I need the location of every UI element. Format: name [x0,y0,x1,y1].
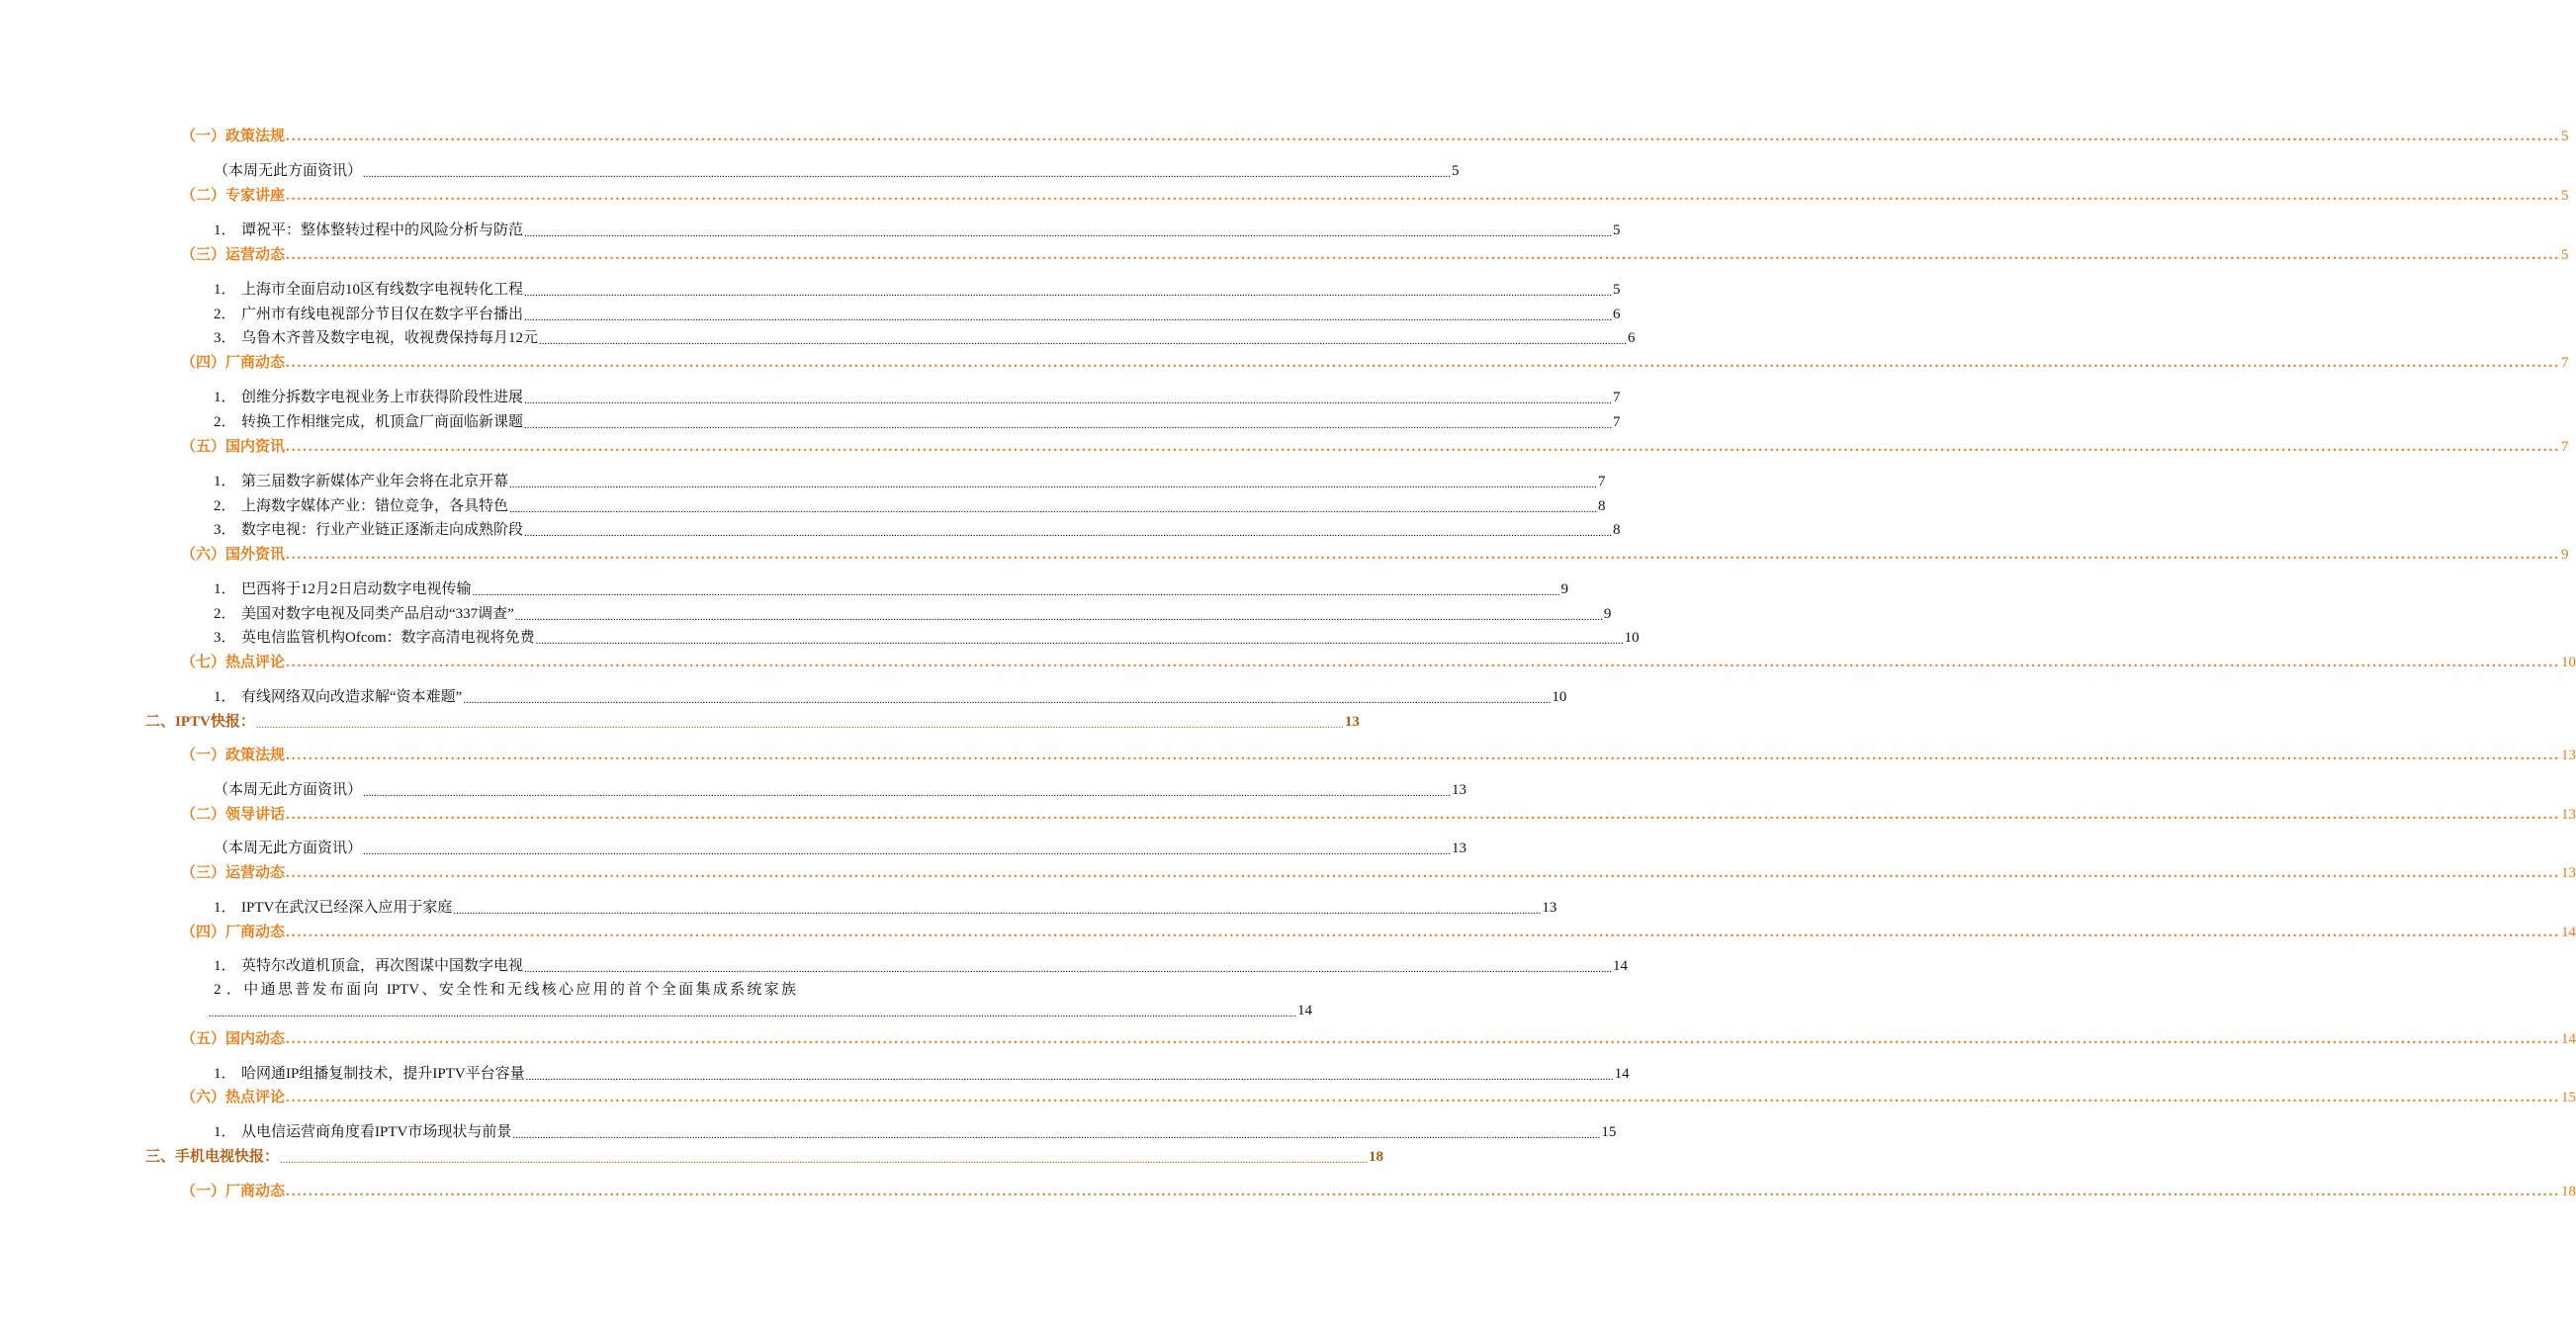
toc-entry-title: 1． 英特尔改道机顶盒，再次图谋中国数字电视 [214,954,523,975]
toc-entry[interactable] [214,685,1567,706]
toc-entry-title: 2． 转换工作相继完成，机顶盒厂商面临新课题 [214,410,523,431]
toc-entry-page: 15 [1601,1124,1617,1140]
toc-entry-title: 1． 巴西将于12月2日启动数字电视传输 [214,577,472,598]
toc-leader: ................................................................................................................................................................................................................................................................................................................................................................................................................ [286,1090,2561,1106]
toc-entry-title: 3． 英电信监管机构Ofcom：数字高清电视将免费 [214,626,535,647]
toc-leader: ................................................................................................................................................................................................................................................................................................................................................................................................................ [524,419,1613,431]
toc-leader: ................................................................................................................................................................................................................................................................................................................................................................................................................ [524,311,1613,323]
toc-entry-title: （三）运营动态 [181,247,286,263]
toc-entry[interactable] [181,1086,2576,1107]
toc-entry-page: 6 [1613,307,1621,322]
toc-entry[interactable] [214,954,1629,975]
toc-entry[interactable] [181,744,2576,764]
toc-entry[interactable] [181,1027,2576,1048]
toc-leader: ................................................................................................................................................................................................................................................................................................................................................................................................................ [514,611,1603,623]
toc-entry-number: 1． [214,581,236,597]
toc-entry-page: 18 [1369,1149,1384,1165]
toc-entry-number: 1． [214,900,236,916]
toc-leader: ................................................................................................................................................................................................................................................................................................................................................................................................................ [525,1071,1614,1083]
toc-entry-title: （五）国内动态 [181,1031,286,1047]
toc-entry[interactable] [181,1180,2576,1200]
toc-leader: ................................................................................................................................................................................................................................................................................................................................................................................................................ [286,129,2561,144]
toc-entry[interactable] [214,837,1467,857]
toc-entry-page: 13 [2561,865,2576,881]
toc-entry-title: 3． 乌鲁木齐普及数字电视，收视费保持每月12元 [214,326,538,347]
toc-entry-number: 2． [214,498,236,514]
toc-entry-title: 1． 谭祝平：整体整转过程中的风险分析与防范 [214,219,523,239]
toc-entry-title: 1． 哈网通IP组播复制技术，提升IPTV平台容量 [214,1062,525,1083]
toc-leader: ................................................................................................................................................................................................................................................................................................................................................................................................................ [363,845,1452,857]
toc-entry[interactable] [145,710,1360,731]
toc-entry-number: 2． [214,606,236,622]
toc-entry-page: 14 [2561,1031,2576,1047]
toc-entry-page: 5 [1613,282,1621,298]
toc-entry-continuation[interactable] [209,1003,1312,1019]
toc-leader: ................................................................................................................................................................................................................................................................................................................................................................................................................ [286,925,2561,940]
toc-entry[interactable] [181,184,2569,205]
toc-entry-number: 1． [214,1124,236,1140]
toc-entry-page: 9 [1603,606,1612,622]
toc-leader: ................................................................................................................................................................................................................................................................................................................................................................................................................ [286,655,2561,670]
toc-entry[interactable] [214,494,1606,515]
toc-entry-title: 1． 上海市全面启动10区有线数字电视转化工程 [214,278,523,299]
toc-entry-page: 13 [1452,782,1467,798]
toc-leader: ................................................................................................................................................................................................................................................................................................................................................................................................................ [363,168,1452,180]
toc-entry-title: （本周无此方面资讯） [214,841,363,856]
toc-entry-number: 1． [214,689,236,705]
toc-entry-page: 18 [2561,1184,2576,1199]
toc-entry-page: 7 [2561,355,2569,371]
toc-entry[interactable] [181,651,2576,671]
toc-entry[interactable] [181,435,2569,456]
toc-entry-page: 10 [1624,630,1640,646]
toc-entry-page: 7 [1598,474,1606,489]
toc-entry[interactable] [214,159,1460,180]
toc-entry-page: 9 [2561,547,2569,563]
toc-entry-title: （本周无此方面资讯） [214,782,363,798]
toc-leader: ................................................................................................................................................................................................................................................................................................................................................................................................................ [463,694,1552,706]
toc-entry[interactable] [181,243,2569,264]
toc-entry[interactable] [214,577,1569,598]
toc-entry-title: （一）政策法规 [181,748,286,763]
toc-entry-title: 2． 美国对数字电视及同类产品启动“337调查” [214,602,514,623]
toc-entry-page: 14 [2561,925,2576,940]
toc-entry[interactable] [214,326,1636,347]
toc-entry-page: 5 [2561,247,2569,263]
toc-entry-title: 三、手机电视快报： [145,1149,280,1165]
toc-entry[interactable] [181,351,2569,372]
toc-entry-page: 6 [1628,330,1636,346]
toc-entry[interactable] [214,219,1621,239]
toc-entry-number: 3． [214,330,236,346]
toc-entry[interactable] [214,303,1621,323]
toc-entry-title: （四）厂商动态 [181,925,286,940]
toc-leader: ................................................................................................................................................................................................................................................................................................................................................................................................................ [286,355,2561,371]
toc-entry[interactable] [214,978,796,999]
toc-entry-number: 1． [214,474,236,489]
toc-entry-title: 1． 创维分拆数字电视业务上市获得阶段性进展 [214,386,523,406]
toc-entry-number: 1． [214,390,236,405]
toc-entry-page: 5 [1613,222,1621,238]
toc-entry-title: 1． 从电信运营商角度看IPTV市场现状与前景 [214,1120,511,1141]
toc-entry-title: （六）热点评论 [181,1090,286,1106]
toc-entry-title: （一）厂商动态 [181,1184,286,1199]
toc-entry-title: 1． 第三届数字新媒体产业年会将在北京开幕 [214,470,508,490]
toc-entry-title: （四）厂商动态 [181,355,286,371]
toc-entry-page: 5 [2561,129,2569,144]
toc-entry-page: 8 [1598,498,1606,514]
toc-entry-title: 二、IPTV快报： [145,714,255,730]
toc-entry[interactable] [181,125,2569,145]
toc-leader: ................................................................................................................................................................................................................................................................................................................................................................................................................ [286,247,2561,263]
toc-leader: ................................................................................................................................................................................................................................................................................................................................................................................................................ [286,1031,2561,1047]
toc-entry[interactable] [214,518,1621,539]
toc-entry-page: 9 [1560,581,1569,597]
toc-entry[interactable] [181,921,2576,941]
toc-leader: ................................................................................................................................................................................................................................................................................................................................................................................................................ [524,963,1613,975]
toc-entry-page: 13 [2561,748,2576,763]
toc-entry[interactable] [214,778,1467,799]
toc-entry-title: 3． 数字电视：行业产业链正逐渐走向成熟阶段 [214,518,523,539]
toc-entry-title: （三）运营动态 [181,865,286,881]
toc-entry-title: （二）领导讲话 [181,807,286,823]
toc-entry[interactable] [214,1120,1617,1141]
toc-entry[interactable] [214,386,1621,406]
toc-entry-title: 2． 广州市有线电视部分节目仅在数字平台播出 [214,303,523,323]
toc-entry[interactable] [214,896,1557,917]
toc-entry-title: （二）专家讲座 [181,188,286,204]
toc-leader: ................................................................................................................................................................................................................................................................................................................................................................................................................ [286,748,2561,763]
toc-entry-number: 3． [214,630,236,646]
toc-leader: ................................................................................................................................................................................................................................................................................................................................................................................................................ [286,547,2561,563]
toc-entry[interactable] [214,410,1621,431]
toc-entry-title: 2．中通思普发布面向 IPTV、安全性和无线核心应用的首个全面集成系统家族 [214,978,796,999]
toc-entry-number: 2． [214,982,241,998]
toc-entry-page: 10 [1552,689,1567,705]
toc-entry-number: 2． [214,307,236,322]
toc-entry-page: 13 [1452,841,1467,856]
toc-leader: ................................................................................................................................................................................................................................................................................................................................................................................................................ [524,287,1613,299]
toc-leader: ................................................................................................................................................................................................................................................................................................................................................................................................................ [512,1129,1601,1141]
toc-entry-page: 15 [2561,1090,2576,1106]
toc-entry-page: 5 [2561,188,2569,204]
toc-leader: ................................................................................................................................................................................................................................................................................................................................................................................................................ [472,586,1560,598]
toc-leader: ................................................................................................................................................................................................................................................................................................................................................................................................................ [286,865,2561,881]
toc-entry[interactable] [214,602,1612,623]
toc-entry-page: 13 [1344,714,1360,730]
toc-leader: ................................................................................................................................................................................................................................................................................................................................................................................................................ [524,227,1613,239]
toc-entry-page: 13 [1542,900,1557,916]
toc-entry[interactable] [181,861,2576,882]
toc-entry-page: 10 [2561,655,2576,670]
toc-leader: ................................................................................................................................................................................................................................................................................................................................................................................................................ [363,787,1452,799]
toc-entry-title: 1． 有线网络双向改造求解“资本难题” [214,685,462,706]
toc-leader: ................................................................................................................................................................................................................................................................................................................................................................................................................ [539,335,1628,347]
toc-entry-page: 14 [1297,1003,1312,1019]
toc-entry[interactable] [214,626,1640,647]
toc-entry-page: 8 [1613,522,1621,538]
toc-entry-title: （七）热点评论 [181,655,286,670]
toc-leader: ................................................................................................................................................................................................................................................................................................................................................................................................................ [509,503,1598,515]
toc-entry[interactable] [214,278,1621,299]
toc-entry-number: 1． [214,222,236,238]
toc-leader: ................................................................................................................................................................................................................................................................................................................................................................................................................ [453,905,1542,917]
toc-entry-title: 1． IPTV在武汉已经深入应用于家庭 [214,896,452,917]
toc-entry-page: 7 [1613,390,1621,405]
toc-entry[interactable] [214,470,1606,490]
toc-entry-page: 7 [2561,439,2569,455]
toc-entry-number: 1． [214,958,236,974]
toc-leader: ................................................................................................................................................................................................................................................................................................................................................................................................................ [255,719,1344,731]
toc-entry-number: 1． [214,1066,236,1082]
toc-entry[interactable] [214,1062,1630,1083]
toc-leader: ................................................................................................................................................................................................................................................................................................................................................................................................................ [286,439,2561,455]
toc-entry[interactable] [181,543,2569,564]
toc-entry-title: （本周无此方面资讯） [214,163,363,179]
toc-entry-page: 7 [1613,414,1621,430]
toc-entry-number: 1． [214,282,236,298]
toc-entry-title: （五）国内资讯 [181,439,286,455]
toc-entry-page: 14 [1614,1066,1630,1082]
toc-entry-title: 2． 上海数字媒体产业：错位竞争，各具特色 [214,494,508,515]
toc-leader: ................................................................................................................................................................................................................................................................................................................................................................................................................ [280,1154,1369,1166]
toc-entry-number: 3． [214,522,236,538]
toc-entry-number: 2． [214,414,236,430]
toc-leader: ................................................................................................................................................................................................................................................................................................................................................................................................................ [535,635,1624,647]
toc-entry-page: 5 [1452,163,1460,179]
toc-leader: ................................................................................................................................................................................................................................................................................................................................................................................................................ [286,807,2561,823]
toc-leader: ................................................................................................................................................................................................................................................................................................................................................................................................................ [509,479,1598,490]
toc-entry-title: （六）国外资讯 [181,547,286,563]
toc-entry[interactable] [145,1145,1384,1166]
toc-leader: ................................................................................................................................................................................................................................................................................................................................................................................................................ [286,1184,2561,1199]
toc-entry-page: 14 [1613,958,1629,974]
toc-entry[interactable] [181,803,2576,824]
toc-leader: ................................................................................................................................................................................................................................................................................................................................................................................................................ [209,1008,1296,1019]
toc-leader: ................................................................................................................................................................................................................................................................................................................................................................................................................ [524,527,1613,539]
toc-entry-page: 13 [2561,807,2576,823]
toc-entry-title: （一）政策法规 [181,129,286,144]
toc-leader: ................................................................................................................................................................................................................................................................................................................................................................................................................ [524,395,1613,406]
toc-leader: ................................................................................................................................................................................................................................................................................................................................................................................................................ [286,188,2561,204]
